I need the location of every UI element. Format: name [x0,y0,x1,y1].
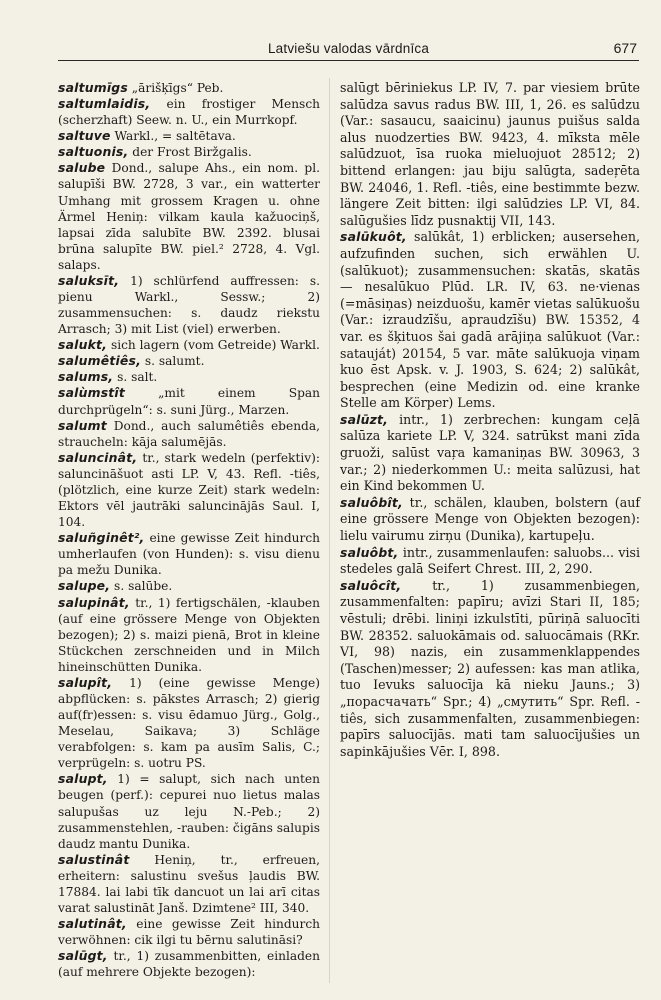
dictionary-entry [58,80,320,96]
entry-definition: der Frost Biržgalis. [128,145,252,160]
entry-definition: intr., zusammenlaufen: saluobs... visi stedeles galā Seifert Chrest. III, 2, 290. [340,544,640,577]
entry-definition: Dond., salupe Ahs., ein nom. pl. salupīši BW. 2728, 3 var., ein watterter Umhang mit grossem Kragen u. ohne Ärmel Heniņ: vilkam kaula kažuociņš, lapsai zīda salubīte BW. 2392. blusai brūna salupīte BW. piel.² 2728, 4. Vgl. salaps. [58,161,320,272]
dictionary-entry [58,916,320,948]
dictionary-entry [340,495,640,545]
dictionary-entry [58,578,320,594]
entry-definition: s. salumt. [140,354,205,369]
entry-definition: 1) = salupt, sich nach unten beugen (perf.): cepurei nuo lietus malas salupušas uz leju N.-Peb.; 2) zusammenstehlen, -rauben: čigāns salupis daudz mantu Dunika. [58,772,320,851]
entry-definition: tr., 1) zusammenbiegen, zusammenfalten: papīru; avīzi Stari II, 185; vēstuli; drēbi. liniņi izkulstīti, pūriņā saluocīti BW. 28352. saluokāmais od. saluocāmais (RKr. VI, 98) nazis, ein zusammenklappendes (Taschen)messer; 2) aufessen: kas man atlika, tuo Ievuks saluocīja kā nieku Jauns.; 3) „порасчачать“ Spr.; 4) „смутить“ Spr. Refl. -tiês, sich zusammenfalten, zusammenbiegen: papīrs saluocījās. mati tam saluocījušies un sapinkājušies Vēr. I, 898. [340,577,640,759]
entry-headword: saluncinât, [58,449,138,465]
entry-headword: salupt, [58,771,108,787]
entry-headword: saluôcît, [340,577,402,593]
dictionary-entry [58,144,320,160]
entry-headword: saltumlaidis, [58,96,151,112]
entry-definition: Warkl., = saltētava. [110,129,236,144]
entry-definition: „mit einem Span durchprügeln“: s. suni Jürg., Marzen. [58,386,320,417]
dictionary-entry [340,578,640,761]
entry-definition: s. salūbe. [110,579,173,594]
entry-definition: ein frostiger Mensch (scherzhaft) Seew. n. U., ein Murrkopf. [58,97,320,128]
dictionary-entry [58,675,320,771]
left-column [58,80,320,980]
dictionary-entry [58,160,320,273]
entry-headword: saluksīt, [58,272,120,288]
entry-definition: Heniņ, tr., erfreuen, erheitern: salustinu svešus ļaudis BW. 17884. lai labi tīk dancuot un lai arī citas varat salustināt Janš. Dzimtene² III, 340. [58,852,320,915]
entry-definition: eine gewisse Zeit hindurch verwöhnen: cik ilgi tu bērnu salutināsi? [58,917,320,948]
dictionary-entry [340,545,640,578]
dictionary-entry [58,595,320,675]
entry-headword: salùmstît [58,385,125,401]
dictionary-entry [58,273,320,337]
entry-definition: sich lagern (vom Getreide) Warkl. [107,338,320,353]
entry-definition: tr., schälen, klauben, bolstern (auf eine grössere Menge von Objekten bezogen): lielu vairumu zirņu (Dunika), kartupeļu. [340,494,640,544]
entry-definition: 1) (eine gewisse Menge) abpflücken: s. pākstes Arrasch; 2) gierig auf(fr)essen: s. visu ēdamuo Jürg., Golg., Meselau, Saikava; 3) Schläge verabfolgen: s. kam pa ausīm Salis, C.; verprügeln: s. uotru PS. [58,675,320,771]
entry-headword: salupinât, [58,594,130,610]
dictionary-entry [340,229,640,412]
entry-headword: salūgt, [58,948,108,964]
dictionary-entry [58,948,320,980]
entry-definition: „ārišķīgs“ Peb. [127,81,224,95]
page-number: 677 [613,40,637,56]
entry-definition: Dond., auch salumêtiês ebenda, straucheln: kāja salumējās. [58,418,320,449]
entry-definition: tr., 1) zusammenbitten, einladen (auf mehrere Objekte bezogen): [58,949,320,980]
dictionary-entry [340,80,640,229]
entry-definition: tr., 1) fertigschälen, -klauben (auf eine grössere Menge von Objekten bezogen); 2) s. maizi pienā, Brot in kleine Stückchen zerschneiden und in Milch hineinschütten Dunika. [58,595,320,674]
dictionary-entry [58,369,320,385]
dictionary-entry [58,771,320,851]
entry-definition: tr., stark wedeln (perfektiv): saluncināšuot asti LP. V, 43. Refl. -tiês, (plötzlich, eine kurze Zeit) stark wedeln: Ektors vēl jautrāki saluncinājās Saul. I, 104. [58,450,320,530]
dictionary-entry [58,353,320,369]
entry-headword: saluôbît, [340,494,403,510]
page-header [58,38,639,61]
entry-headword: salumt [58,417,107,433]
entry-headword: salumêtiês, [58,353,141,369]
entry-headword: salums, [58,369,114,385]
entry-definition: salūkât, 1) erblicken; ausersehen, aufzufinden suchen, sich erwählen U. (salūkuot); zusammensuchen: skatās, skatās — nesalūkuo Plūd. LR. IV, 63. ne·vienas (=māsiņas) neizduošu, kamēr vietas salūkuošu (Var.: izraudzīšu, apraudzīšu) BW. 15352, 4 var. es šķituos šai gadā arājiņa salūkuot (Var.: satauját) 20154, 5 var. māte salūkuoja viņam kuo ēst Apsk. v. J. 1903, S. 624; 2) salūkât, besprechen (eine Medizin od. eine kranke Stelle am Körper) Lems. [340,229,640,411]
dictionary-entry [58,385,320,417]
entry-headword: salūkuôt, [340,229,407,245]
entry-headword: saltuve [58,128,111,144]
dictionary-entry [58,852,320,916]
entry-definition: intr., 1) zerbrechen: kungam ceļā salūza kariete LP. V, 324. satrūkst mani zīda gruoži, salūst vaŗa kamaniņas BW. 30963, 3 var.; 2) niederkommen U.: meita salūzusi, hat ein Kind bekommen U. [340,411,640,494]
dictionary-entry [58,450,320,530]
entry-headword: saltuonis, [58,144,129,160]
dictionary-entry [340,412,640,495]
page-title: Latviešu valodas vārdnīca [267,41,430,56]
entry-definition: 1) schlürfend auffressen: s. pienu Warkl., Sessw.; 2) zusammensuchen: s. daudz riekstu Arrasch; 3) mit List (viel) erwerben. [58,273,320,337]
entry-headword: saltumīgs [58,80,128,95]
entry-headword: salutinât, [58,916,127,932]
entry-headword: salupît, [58,674,113,690]
dictionary-entry [58,337,320,353]
entry-definition: salūgt bēriniekus LP. IV, 7. par viesiem brūte salūdza savus radus BW. III, 1, 26. es salūdzu (Var.: sasaucu, saaicinu) jaunus puišus salda alus nuodzerties BW. 9423, 4. mīksta mēle salūdzuot, īsa ruoka mieluojuot 28512; 2) bittend erlangen: jau biju salūgta, sadeŗēta BW. 24046, 1. Refl. -tiês, eine bestimmte bezw. längere Zeit bitten: ilgi salūdzies LP. VI, 84. salūgušies līdz pusnaktij VII, 143. [340,80,640,228]
right-column [340,80,640,760]
column-divider [329,78,330,983]
entry-headword: salūzt, [340,411,389,427]
entry-headword: saluôbt, [340,544,399,560]
entry-headword: saluñginêt², [58,530,145,546]
entry-headword: salukt, [58,337,108,353]
dictionary-entry [58,418,320,450]
entry-headword: salube [58,160,106,176]
entry-headword: salupe, [58,578,111,594]
dictionary-entry [58,96,320,128]
dictionary-entry [58,128,320,144]
dictionary-entry [58,530,320,578]
entry-headword: salustinât [58,851,130,867]
entry-definition: s. salt. [113,370,158,385]
entry-definition: eine gewisse Zeit hindurch umherlaufen (von Hunden): s. visu dienu pa mežu Dunika. [58,531,320,578]
